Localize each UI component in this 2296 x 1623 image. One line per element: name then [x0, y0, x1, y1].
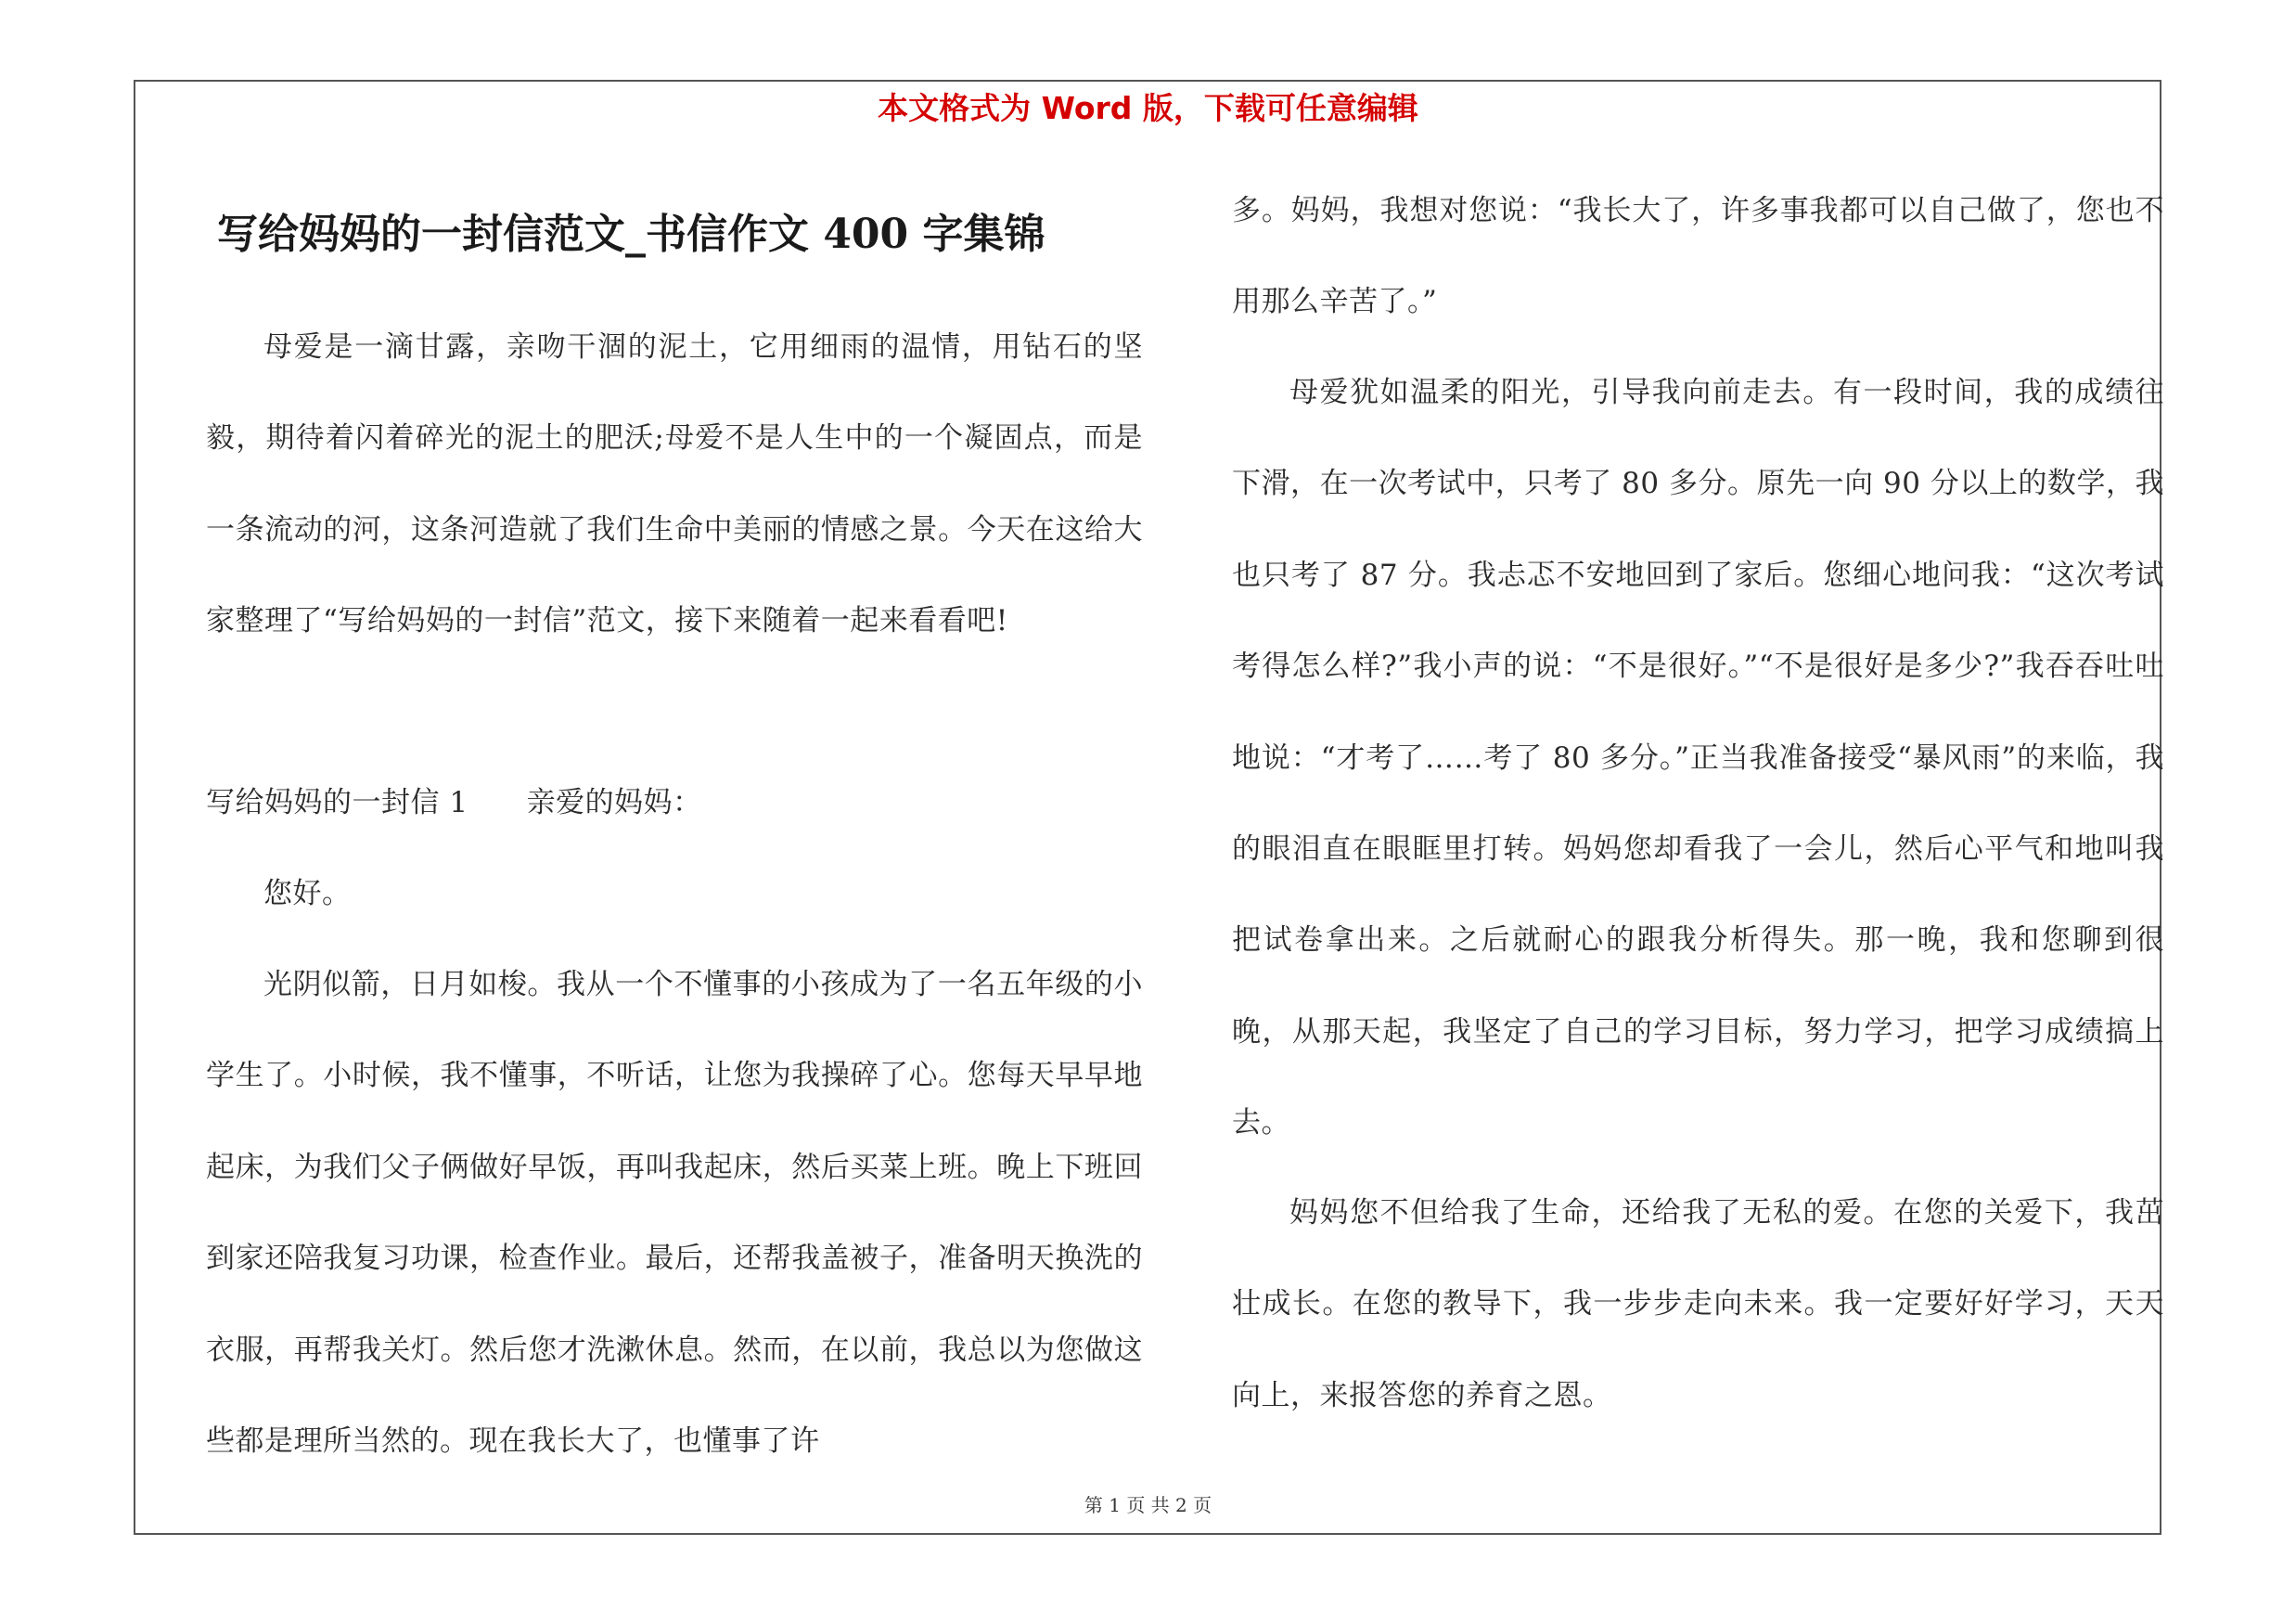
document-title: 写给妈妈的一封信范文_书信作文 400 字集锦: [217, 211, 1045, 258]
letter-heading: 写给妈妈的一封信 1 亲爱的妈妈：: [206, 786, 702, 819]
body-paragraph: 光阴似箭，日月如梭。我从一个不懂事的小孩成为了一名五年级的小学生了。小时候，我不懂事，不听话，让您为我操碎了心。您每天早早地起床，为我们父子俩做好早饭，再叫我起床，然后买菜上班。晚上下班回到家还陪我复习功课，检查作业。最后，还帮我盖被子，准备明天换洗的衣服，再帮我关灯。然后您才洗漱休息。然而，在以前，我总以为您做这些都是理所当然的。现在我长大了，也懂事了许: [206, 968, 1143, 1459]
greeting-paragraph: 您好。: [263, 877, 352, 910]
body-paragraph-continued: 多。妈妈，我想对您说：“我长大了，许多事我都可以自己做了，您也不用那么辛苦了。”: [1232, 194, 2164, 319]
intro-paragraph: 母爱是一滴甘露，亲吻干涸的泥土，它用细雨的温情，用钻石的坚毅，期待着闪着碎光的泥土的肥沃;母爱不是人生中的一个凝固点，而是一条流动的河，这条河造就了我们生命中美丽的情感之景。今天在这给大家整理了“写给妈妈的一封信”范文，接下来随着一起来看看吧!: [206, 330, 1143, 638]
page-number-footer: 第 1 页 共 2 页: [1084, 1494, 1212, 1516]
body-paragraph: 妈妈您不但给我了生命，还给我了无私的爱。在您的关爱下，我茁壮成长。在您的教导下，我一步步走向未来。我一定要好好学习，天天向上，来报答您的养育之恩。: [1232, 1196, 2164, 1412]
body-paragraph: 母爱犹如温柔的阳光，引导我向前走去。有一段时间，我的成绩往下滑，在一次考试中，只考了 80 多分。原先一向 90 分以上的数学，我也只考了 87 分。我忐忑不安地回到了家后。您细心地问我：“这次考试考得怎么样?”我小声的说：“不是很好。”“不是很好是多少?”我吞吞吐吐地说：“才考了……考了 80 多分。”正当我准备接受“暴风雨”的来临，我的眼泪直在眼眶里打转。妈妈您却看我了一会儿，然后心平气和地叫我把试卷拿出来。之后就耐心的跟我分析得失。那一晚，我和您聊到很晚，从那天起，我坚定了自己的学习目标，努力学习，把学习成绩搞上去。: [1232, 376, 2164, 1140]
word-format-banner: 本文格式为 Word 版，下载可任意编辑: [878, 90, 1418, 126]
